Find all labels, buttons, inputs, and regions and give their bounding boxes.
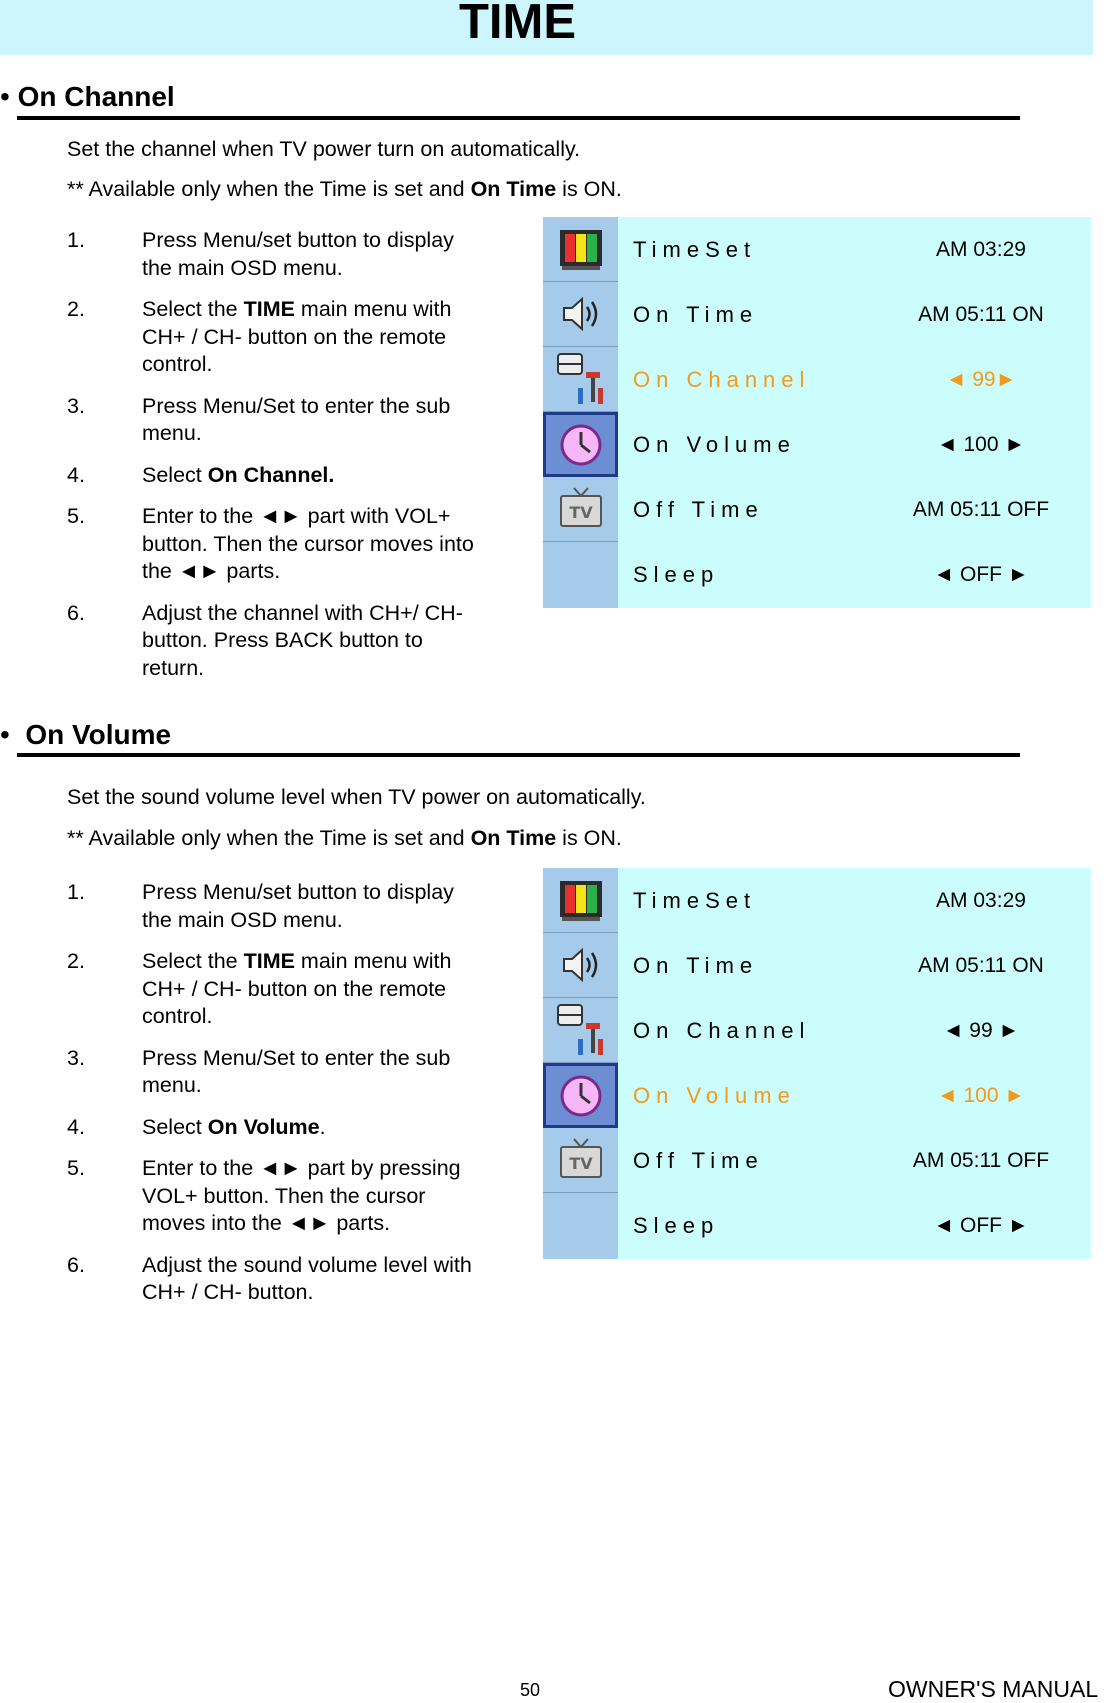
step-item [67, 503, 487, 586]
osd-row-on-volume[interactable] [618, 1063, 1091, 1128]
note-bold: On Time [470, 177, 557, 201]
bullet: • [0, 81, 10, 112]
osd-row-label: On Time [633, 953, 759, 978]
osd-rows [618, 217, 1091, 608]
osd-row-on-time[interactable] [618, 933, 1091, 998]
osd-row-off-time[interactable] [618, 1128, 1091, 1193]
step-number: 2. [67, 297, 85, 321]
tv-icon [543, 1128, 618, 1193]
osd-row-value: AM 03:29 [936, 238, 1026, 261]
osd-row-value: AM 03:29 [936, 889, 1026, 912]
step-number: 4. [67, 1114, 85, 1139]
step-number: 3. [67, 393, 85, 418]
step-number: 2. [67, 949, 85, 973]
osd-row-value: AM 05:11 OFF [912, 498, 1050, 521]
osd-row-label: On Channel [633, 1018, 811, 1043]
step-text: Adjust the sound volume level with CH+ / CH- button. [142, 1252, 472, 1304]
sound-icon [543, 282, 618, 347]
step-number: 4. [67, 462, 85, 487]
step-text: Press Menu/Set to enter the sub menu. [142, 1045, 451, 1097]
step-text: Enter to the ◄► part by pressing VOL+ button. Then the cursor moves into the ◄► parts. [142, 1156, 461, 1235]
osd-row-on-time[interactable] [618, 282, 1091, 347]
clock-icon [543, 412, 618, 477]
step-text: Select the TIME main menu with CH+ / CH- button on the remote control. [142, 297, 452, 376]
steps-list-on-volume [67, 879, 487, 1307]
osd-row-on-volume[interactable] [618, 412, 1091, 477]
osd-row-value: ◄ 100 ► [936, 1084, 1026, 1107]
setup-tools-icon [543, 347, 618, 412]
clock-icon [543, 1063, 618, 1128]
osd-row-value: ◄ 99 ► [942, 1019, 1020, 1042]
osd-row-label: On Volume [633, 432, 796, 457]
availability-note [67, 176, 622, 202]
osd-row-label: Off Time [633, 1148, 764, 1173]
osd-row-value: AM 05:11 ON [918, 303, 1044, 326]
step-number: 6. [67, 600, 85, 625]
osd-row-timeset[interactable] [618, 868, 1091, 933]
note-bold: On Time [470, 826, 557, 850]
osd-row-label: Off Time [633, 497, 764, 522]
step-text: Adjust the channel with CH+/ CH- button. Press BACK button to return. [142, 600, 463, 680]
page-title: TIME [458, 0, 577, 49]
note-suffix: is ON. [556, 177, 622, 201]
step-number: 6. [67, 1252, 85, 1277]
step-text: Enter to the ◄► part with VOL+ button. Then the cursor moves into the ◄► parts. [142, 504, 474, 583]
osd-row-label: Sleep [633, 562, 720, 587]
step-number: 5. [67, 1156, 85, 1180]
step-number: 5. [67, 504, 85, 528]
blank-icon-slot [543, 1193, 618, 1258]
step-number: 1. [67, 880, 85, 904]
step-item [67, 1252, 487, 1307]
section-description: Set the sound volume level when TV power on automatically. [67, 785, 646, 809]
step-number: 1. [67, 228, 85, 252]
setup-tools-icon [543, 998, 618, 1063]
osd-row-label: On Time [633, 302, 759, 327]
section-heading-text: On Channel [17, 81, 175, 112]
osd-row-label: Sleep [633, 1213, 720, 1238]
osd-row-label: On Channel [633, 367, 811, 392]
section-divider [17, 753, 1020, 757]
manual-label: OWNER'S MANUAL [888, 1676, 1099, 1702]
page-number: 50 [520, 1680, 541, 1700]
step-item [67, 948, 487, 1031]
step-item [67, 600, 487, 683]
osd-row-sleep[interactable] [618, 542, 1091, 607]
osd-menu-on-volume [543, 868, 1091, 1259]
step-text: Press Menu/set button to display the main OSD menu. [142, 228, 454, 280]
step-item [67, 393, 487, 448]
sound-icon [543, 933, 618, 998]
step-text: Press Menu/set button to display the main OSD menu. [142, 880, 454, 932]
section-divider [17, 116, 1020, 120]
osd-row-label: On Volume [633, 1083, 796, 1108]
picture-icon [543, 217, 618, 282]
osd-row-value: ◄ 100 ► [936, 433, 1026, 456]
osd-row-on-channel[interactable] [618, 347, 1091, 412]
picture-icon [543, 868, 618, 933]
osd-row-on-channel[interactable] [618, 998, 1091, 1063]
osd-icon-column [543, 217, 618, 608]
step-item [67, 296, 487, 379]
note-suffix: is ON. [556, 826, 622, 850]
step-item [67, 1114, 487, 1142]
step-text: Press Menu/Set to enter the sub menu. [142, 393, 451, 445]
section-heading-on-volume [0, 718, 171, 752]
tv-icon [543, 477, 618, 542]
availability-note [67, 825, 622, 851]
step-text: Select On Volume. [142, 1114, 326, 1139]
step-text: Select On Channel. [142, 462, 335, 487]
svg-text:TV: TV [568, 503, 593, 522]
osd-row-value: AM 05:11 OFF [912, 1149, 1050, 1172]
step-item [67, 462, 487, 490]
section-heading-text: On Volume [25, 719, 172, 750]
note-prefix: ** Available only when the Time is set and [67, 826, 471, 850]
svg-text:TV: TV [568, 1154, 593, 1173]
step-item [67, 227, 487, 282]
osd-row-timeset[interactable] [618, 217, 1091, 282]
osd-icon-column [543, 868, 618, 1259]
osd-row-value: ◄ OFF ► [933, 1214, 1029, 1237]
step-number: 3. [67, 1045, 85, 1070]
blank-icon-slot [543, 542, 618, 607]
osd-row-value: AM 05:11 ON [918, 954, 1044, 977]
note-prefix: ** Available only when the Time is set and [67, 177, 471, 201]
osd-row-sleep[interactable] [618, 1193, 1091, 1258]
step-item [67, 1155, 487, 1238]
section-description: Set the channel when TV power turn on automatically. [67, 137, 581, 161]
osd-row-value: ◄ OFF ► [933, 563, 1029, 586]
step-text: Select the TIME main menu with CH+ / CH- button on the remote control. [142, 949, 452, 1028]
step-item [67, 879, 487, 934]
bullet: • [0, 719, 10, 750]
osd-menu-on-channel [543, 217, 1091, 608]
osd-row-value: ◄ 99► [945, 368, 1017, 391]
steps-list-on-channel [67, 227, 487, 682]
osd-row-off-time[interactable] [618, 477, 1091, 542]
step-item [67, 1045, 487, 1100]
osd-row-label: TimeSet [633, 888, 757, 913]
section-heading-on-channel [0, 80, 175, 114]
osd-row-label: TimeSet [633, 237, 757, 262]
osd-rows [618, 868, 1091, 1259]
